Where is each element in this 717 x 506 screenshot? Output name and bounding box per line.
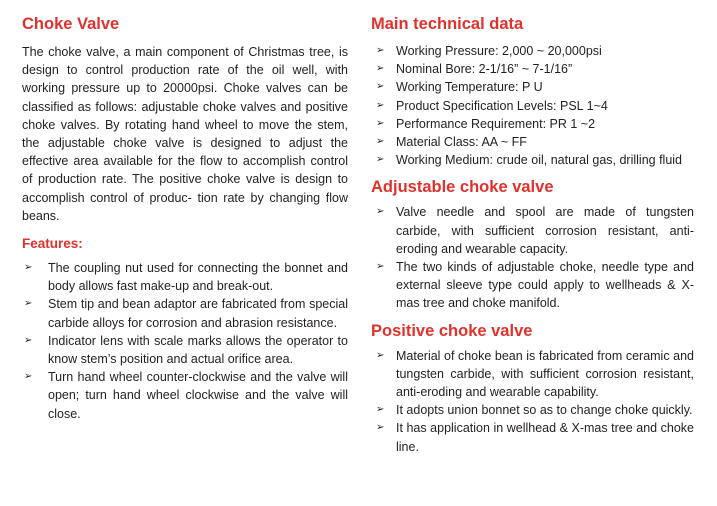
arrow-bullet-icon: ➢ <box>376 99 385 111</box>
choke-valve-description: The choke valve, a main component of Christmas tree, is design to control production rate of the oil well, with working pressure up to 20000psi. Choke valves can be classified as follows: adjustable choke valves and positive choke valves. By rotating hand wheel to move the stem, the adjustable choke valve is designed to adjust the effective area available for the flow to accomplish control of production rate. The positive choke valve is design to accomplish control of produc- tion rate by changing flow beans. <box>22 45 348 223</box>
technical-item: ➢ Nominal Bore: 2-1/16” ~ 7-1/16” <box>371 60 694 78</box>
technical-item: ➢ Product Specification Levels: PSL 1~4 <box>371 97 694 115</box>
arrow-bullet-icon: ➢ <box>376 422 385 434</box>
technical-item: ➢ Working Medium: crude oil, natural gas, drilling fluid <box>371 151 694 169</box>
feature-item: ➢ Stem tip and bean adaptor are fabricated from special carbide alloys for corrosion and abrasion resistance. <box>24 297 348 330</box>
choke-valve-title: Choke Valve <box>22 15 120 33</box>
positive-choke-list <box>371 347 694 456</box>
arrow-bullet-icon: ➢ <box>376 206 385 218</box>
adjustable-item: ➢ The two kinds of adjustable choke, needle type and external sleeve type could apply to wellheads & X-mas tree and choke manifold. <box>376 260 694 311</box>
right-column <box>371 0 694 456</box>
positive-item: ➢ Material of choke bean is fabricated from ceramic and tungsten carbide, with sufficient corrosion resistant, anti-eroding and wearable capability. <box>376 348 694 400</box>
technical-item: ➢ Material Class: AA ~ FF <box>371 133 694 151</box>
features-list <box>22 259 348 423</box>
arrow-bullet-icon: ➢ <box>376 63 385 75</box>
arrow-bullet-icon: ➢ <box>376 81 385 93</box>
technical-data-list <box>371 42 694 169</box>
feature-item: ➢ The coupling nut used for connecting the bonnet and body allows fast make-up and break-out. <box>24 261 348 294</box>
arrow-bullet-icon: ➢ <box>24 262 33 274</box>
technical-item: ➢ Performance Requirement: PR 1 ~2 <box>371 115 694 133</box>
arrow-bullet-icon: ➢ <box>376 404 385 416</box>
adjustable-item: ➢ Valve needle and spool are made of tungsten carbide, with sufficient corrosion resistant, anti-eroding and wearable capacity. <box>376 205 694 256</box>
feature-item: ➢ Indicator lens with scale marks allows the operator to know stem’s position and actual orifice area. <box>24 333 348 367</box>
technical-data-title: Main technical data <box>371 15 524 33</box>
arrow-bullet-icon: ➢ <box>376 349 385 361</box>
technical-item: ➢ Working Temperature: P U <box>371 78 694 96</box>
adjustable-choke-title: Adjustable choke valve <box>371 178 554 197</box>
arrow-bullet-icon: ➢ <box>24 371 33 383</box>
arrow-bullet-icon: ➢ <box>376 117 385 129</box>
arrow-bullet-icon: ➢ <box>24 334 33 346</box>
technical-item: ➢ Working Pressure: 2,000 ~ 20,000psi <box>371 42 694 60</box>
positive-item: ➢ It adopts union bonnet so as to change choke quickly. <box>371 401 694 419</box>
adjustable-choke-list <box>371 203 694 312</box>
left-column <box>22 0 348 423</box>
features-title: Features: <box>22 236 83 252</box>
arrow-bullet-icon: ➢ <box>376 261 385 273</box>
arrow-bullet-icon: ➢ <box>24 298 33 310</box>
arrow-bullet-icon: ➢ <box>376 154 385 166</box>
feature-item: ➢ Turn hand wheel counter-clockwise and the valve will open; turn hand wheel clockwise and the valve will close. <box>24 370 348 421</box>
arrow-bullet-icon: ➢ <box>376 45 385 56</box>
arrow-bullet-icon: ➢ <box>376 136 385 148</box>
positive-choke-title: Positive choke valve <box>371 321 533 340</box>
positive-item: ➢ It has application in wellhead & X-mas tree and choke line. <box>376 421 694 454</box>
